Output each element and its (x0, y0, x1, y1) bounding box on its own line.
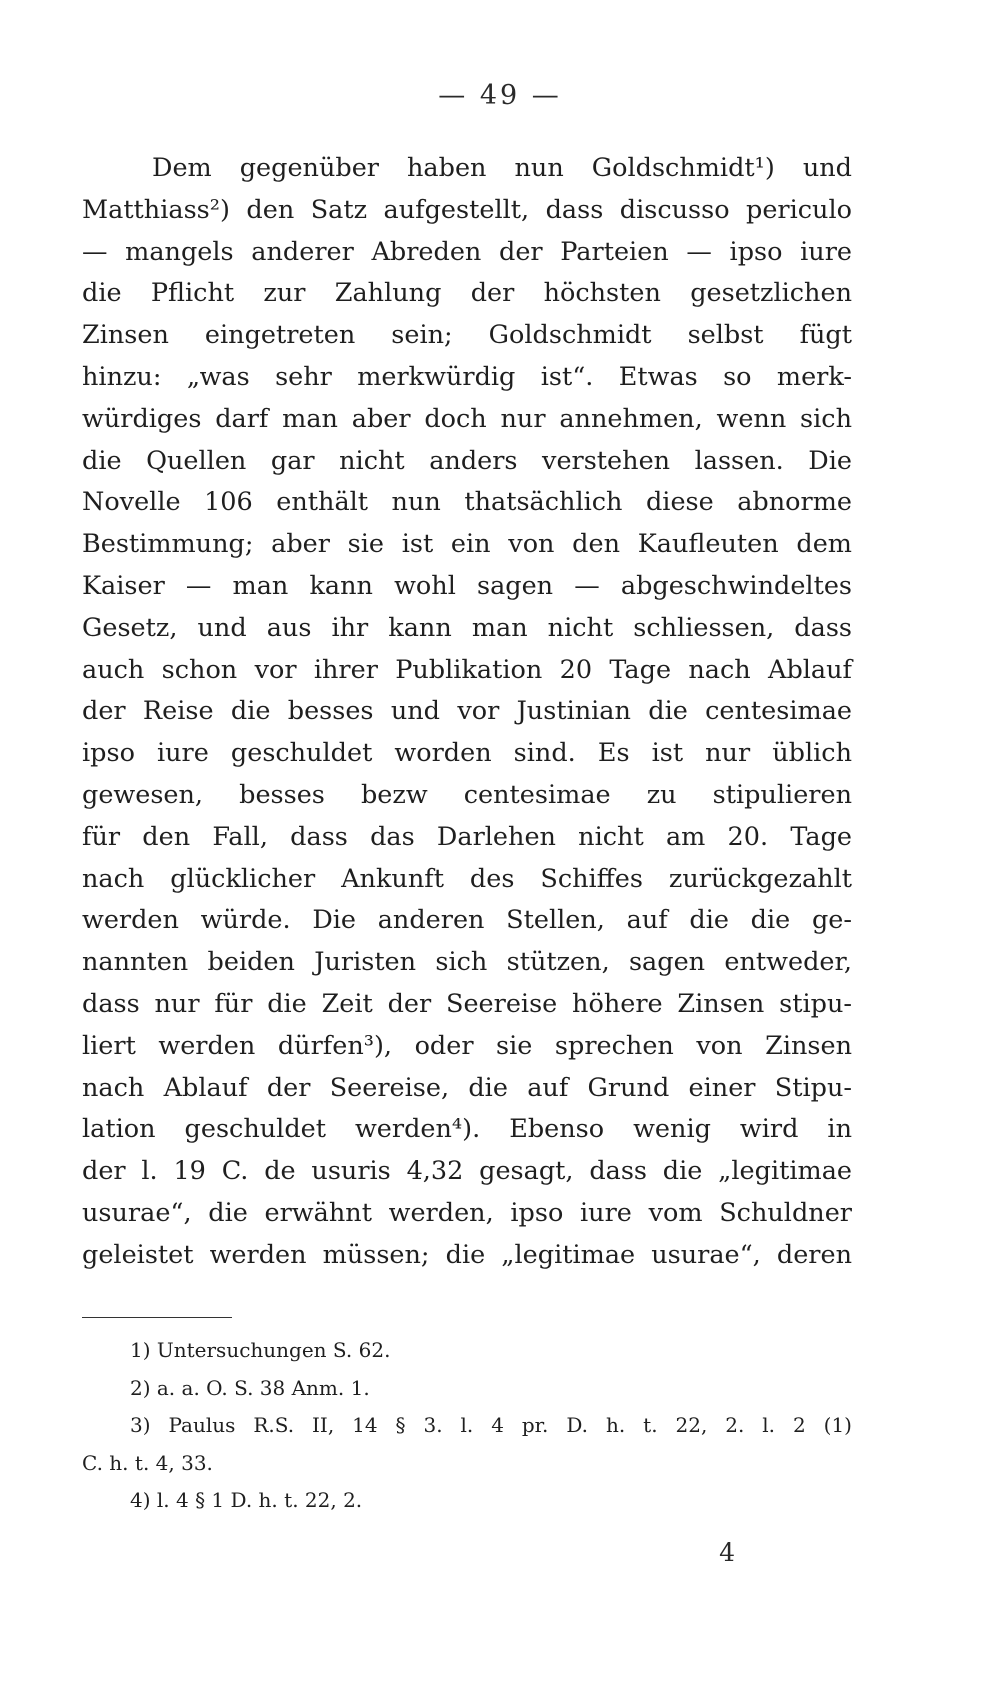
text-line: auch schon vor ihrer Publikation 20 Tage nach Ablauf (82, 654, 852, 685)
text-line: nach Ablauf der Seereise, die auf Grund einer Stipu- (82, 1072, 852, 1103)
text-line: Matthiass²) den Satz aufgestellt, dass discusso periculo (82, 194, 852, 225)
footnote-3-continuation: C. h. t. 4, 33. (82, 1450, 213, 1475)
text-line: nannten beiden Juristen sich stützen, sagen entweder, (82, 947, 852, 978)
footnote-2: 2) a. a. O. S. 38 Anm. 1. (130, 1375, 370, 1400)
page-number: — 49 — (438, 80, 562, 111)
text-line: Dem gegenüber haben nun Goldschmidt¹) und (152, 153, 852, 183)
signature-mark: 4 (719, 1538, 735, 1567)
text-line: für den Fall, dass das Darlehen nicht am 20. Tage (82, 821, 852, 852)
text-line: lation geschuldet werden⁴). Ebenso wenig wird in (82, 1114, 852, 1145)
text-line: der l. 19 C. de usuris 4,32 gesagt, dass die „legitimae (82, 1156, 852, 1187)
text-line: ipso iure geschuldet worden sind. Es ist nur üblich (82, 738, 852, 769)
text-line: Gesetz, und aus ihr kann man nicht schliessen, dass (82, 612, 852, 643)
text-line: nach glücklicher Ankunft des Schiffes zurückgezahlt (82, 863, 852, 894)
text-line: dass nur für die Zeit der Seereise höhere Zinsen stipu- (82, 988, 852, 1019)
text-line: usurae“, die erwähnt werden, ipso iure vom Schuldner (82, 1197, 852, 1228)
text-line: Novelle 106 enthält nun thatsächlich diese abnorme (82, 487, 852, 518)
text-line: würdiges darf man aber doch nur annehmen, wenn sich (82, 403, 852, 434)
text-line: werden würde. Die anderen Stellen, auf die die ge- (82, 905, 852, 936)
text-line: Zinsen eingetreten sein; Goldschmidt selbst fügt (82, 320, 852, 351)
text-line: gewesen, besses bezw centesimae zu stipulieren (82, 779, 852, 810)
footnote-divider (82, 1317, 232, 1318)
text-line: die Quellen gar nicht anders verstehen lassen. Die (82, 445, 852, 476)
text-line: Bestimmung; aber sie ist ein von den Kaufleuten dem (82, 529, 852, 560)
footnotes (82, 1332, 852, 1520)
text-line: hinzu: „was sehr merkwürdig ist“. Etwas so merk- (82, 361, 852, 392)
footnote-3: 3) Paulus R.S. II, 14 § 3. l. 4 pr. D. h. t. 22, 2. l. 2 (1) (130, 1413, 852, 1437)
text-line: die Pflicht zur Zahlung der höchsten gesetzlichen (82, 278, 852, 309)
footnote-1: 1) Untersuchungen S. 62. (130, 1338, 391, 1362)
footnote-4: 4) l. 4 § 1 D. h. t. 22, 2. (130, 1488, 363, 1512)
body-text (82, 148, 852, 1277)
text-line: liert werden dürfen³), oder sie sprechen von Zinsen (82, 1030, 852, 1061)
text-line: Kaiser — man kann wohl sagen — abgeschwindeltes (82, 570, 852, 601)
text-line: — mangels anderer Abreden der Parteien — ipso iure (82, 236, 852, 267)
text-line: der Reise die besses und vor Justinian die centesimae (82, 696, 852, 727)
text-line: geleistet werden müssen; die „legitimae usurae“, deren (82, 1239, 852, 1270)
